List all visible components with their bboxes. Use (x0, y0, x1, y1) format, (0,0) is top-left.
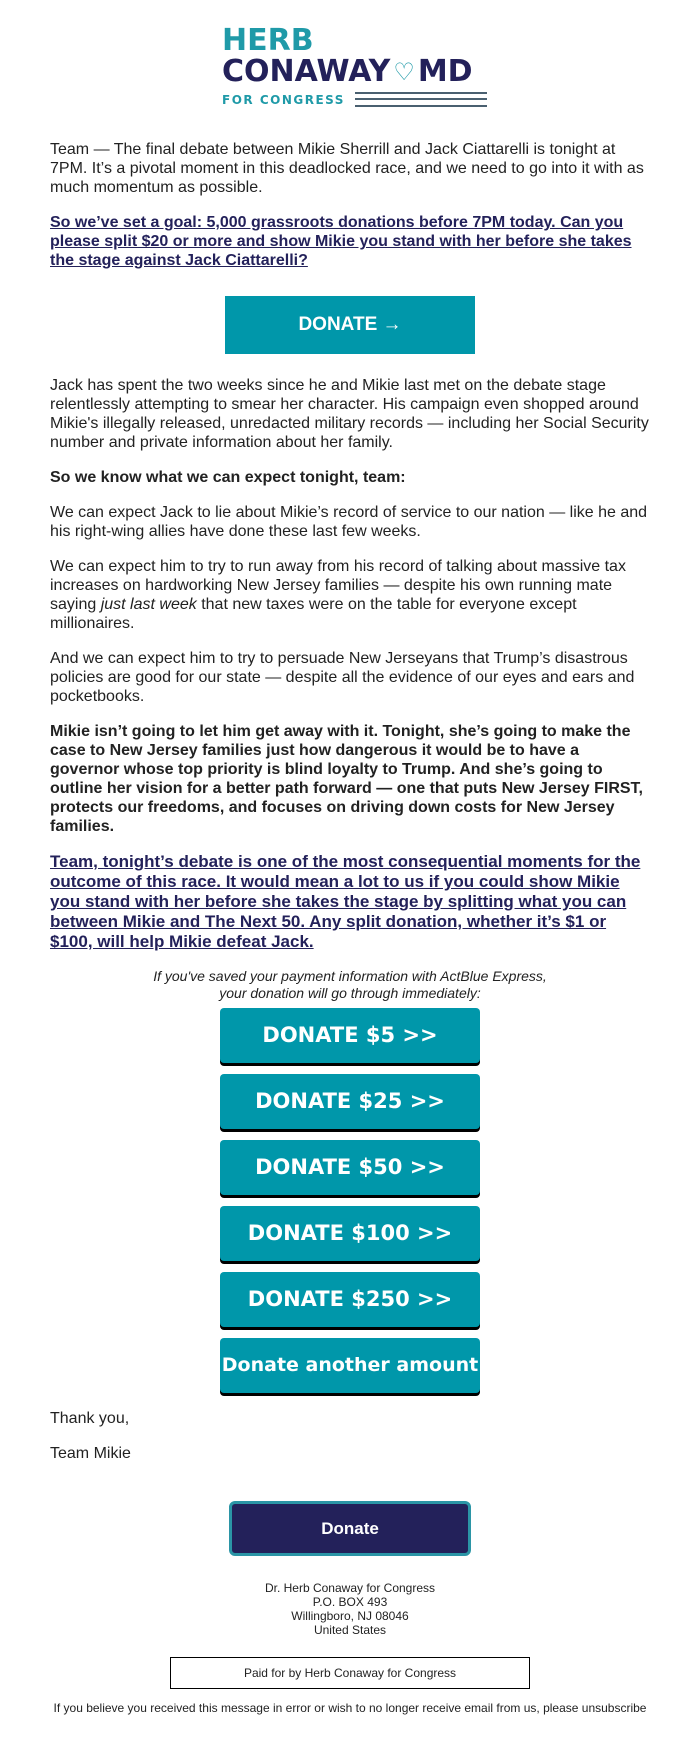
tax-text-b: that new taxes were on the table for everyone except millionaires. (50, 596, 577, 632)
split-donation-link[interactable]: Team, tonight’s debate is one of the most consequential moments for the outcome of this race. It would mean a lot to us if you could show Mikie you stand with her before she takes the stage by splitting what you can between Mikie and The Next 50. Any split donation, whether it’s $1 or $100, will help Mikie defeat Jack. (50, 852, 641, 951)
tax-emphasis: just last week (100, 596, 197, 613)
donate-other-amount-button[interactable]: Donate another amount (220, 1338, 480, 1393)
logo-line-2 (222, 56, 487, 88)
ask-link[interactable]: So we’ve set a goal: 5,000 grassroots donations before 7PM today. Can you please split $20 or more and show Mikie you stand with her before she takes the stage against Jack Ciattarelli? (50, 214, 632, 269)
logo-line-3 (222, 92, 487, 107)
paid-for-disclaimer: Paid for by Herb Conaway for Congress (170, 1657, 530, 1689)
signoff-text: Team Mikie (50, 1445, 131, 1462)
express-note (50, 968, 650, 1002)
email-body (50, 140, 650, 1715)
trump-paragraph: And we can expect him to try to persuade New Jerseyans that Trump’s disastrous policies are good for our state — despite all the evidence of our eyes and ears and pocketbooks. (50, 650, 635, 705)
donate-footer-button[interactable]: Donate (229, 1501, 471, 1556)
address-line: United States (313, 1623, 387, 1637)
tax-text-a: We can expect him to try to run away from his record of talking about massive tax increases on hardworking New Jersey families — despite his own running mate saying (50, 558, 626, 613)
address-line: Willingboro, NJ 08046 (291, 1609, 409, 1623)
logo-line-1: HERB (222, 23, 314, 58)
expect-heading: So we know what we can expect tonight, team: (50, 469, 406, 486)
smear-paragraph: Jack has spent the two weeks since he and Mikie last met on the debate stage relentlessly attempting to smear her character. His campaign even shopped around Mikie's illegally released, unredacted military records — including her Social Security number and private information about her family. (50, 377, 649, 451)
address-line: P.O. BOX 493 (312, 1595, 388, 1609)
unsubscribe-text[interactable]: If you believe you received this message in error or wish to no longer receive email from us, please unsubscribe (53, 1701, 647, 1715)
logo-name: CONAWAY (222, 54, 391, 89)
bold-paragraph: Mikie isn’t going to let him get away with it. Tonight, she’s going to make the case to New Jersey families just how dangerous it would be to have a governor whose top priority is blind loyalty to Trump. And she’s going to outline her vision for a better path forward — one that puts New Jersey FIRST, protects our freedoms, and focuses on driving down costs for New Jersey families. (50, 723, 643, 835)
logo-for-congress: FOR CONGRESS (222, 92, 345, 107)
express-note-2: your donation will go through immediately: (219, 985, 481, 1001)
mailing-address (50, 1581, 650, 1637)
donate-250-button[interactable]: DONATE $250 >> (220, 1272, 480, 1327)
donate-main-button[interactable]: DONATE → (225, 296, 475, 354)
intro-paragraph: Team — The final debate between Mikie Sherrill and Jack Ciattarelli is tonight at 7PM. It’s a pivotal moment in this deadlocked race, and we need to go into it with as much momentum as possible. (50, 141, 644, 196)
express-note-1: If you've saved your payment information with ActBlue Express, (153, 968, 547, 984)
lie-paragraph: We can expect Jack to lie about Mikie’s record of service to our nation — like he and his right-wing allies have done these last few weeks. (50, 504, 648, 540)
logo-lines (355, 92, 487, 107)
donate-5-button[interactable]: DONATE $5 >> (220, 1008, 480, 1063)
donate-100-button[interactable]: DONATE $100 >> (220, 1206, 480, 1261)
donate-25-button[interactable]: DONATE $25 >> (220, 1074, 480, 1129)
tax-paragraph (50, 557, 650, 633)
address-line: Dr. Herb Conaway for Congress (264, 1581, 436, 1595)
logo-md: MD (417, 54, 473, 89)
thanks-text: Thank you, (50, 1410, 130, 1427)
stethoscope-icon: ♡ (393, 58, 415, 86)
campaign-logo (222, 23, 487, 112)
donate-50-button[interactable]: DONATE $50 >> (220, 1140, 480, 1195)
